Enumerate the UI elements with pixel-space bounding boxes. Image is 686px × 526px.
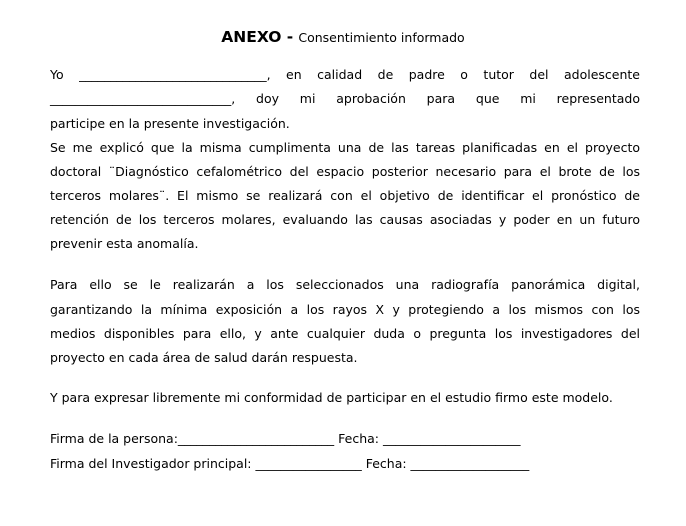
signature-line-investigator: Firma del Investigador principal: _________________ Fecha: ___________________ [50, 456, 530, 471]
paragraph-line: terceros molares¨. El mismo se realizará con el objetivo de identificar el pronóstico de [50, 188, 640, 203]
paragraph-line: proyecto en cada área de salud darán respuesta. [50, 350, 358, 365]
paragraph-line: Yo ______________________________, en calidad de padre o tutor del adolescente [50, 67, 640, 82]
paragraph-line: garantizando la mínima exposición a los rayos X y protegiendo a los mismos con los [50, 302, 640, 317]
paragraph-line: prevenir esta anomalía. [50, 236, 199, 251]
paragraph-line: participe en la presente investigación. [50, 116, 290, 131]
paragraph-line: medios disponibles para ello, y ante cualquier duda o pregunta los investigadores del [50, 326, 640, 341]
title-sub: Consentimiento informado [298, 30, 465, 45]
paragraph-line: retención de los terceros molares, evaluando las causas asociadas y poder en un futuro [50, 212, 640, 227]
paragraph-line: Y para expresar libremente mi conformidad de participar en el estudio firmo este modelo. [50, 390, 613, 405]
signature-line-person: Firma de la persona:_________________________ Fecha: ______________________ [50, 431, 521, 446]
paragraph-line: Se me explicó que la misma cumplimenta una de las tareas planificadas en el proyecto [50, 140, 640, 155]
paragraph-line: _____________________________, doy mi aprobación para que mi representado [50, 91, 640, 106]
document-title [0, 27, 686, 46]
paragraph-line: doctoral ¨Diagnóstico cefalométrico del espacio posterior necesario para el brote de los [50, 164, 640, 179]
paragraph-line: Para ello se le realizarán a los seleccionados una radiografía panorámica digital, [50, 277, 640, 292]
title-main: ANEXO - [221, 28, 294, 46]
